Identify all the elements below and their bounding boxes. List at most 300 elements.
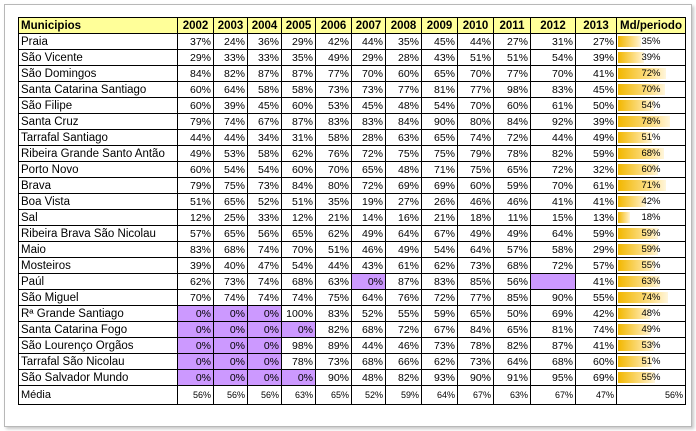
year-value: 60% [576,354,617,370]
year-value: 64% [214,82,248,98]
year-value: 62% [178,274,214,290]
year-value: 98% [282,338,316,354]
year-value: 33% [248,210,282,226]
year-value: 48% [386,162,422,178]
year-value: 75% [214,178,248,194]
year-value: 69% [531,306,576,322]
year-value: 49% [178,146,214,162]
year-value: 80% [458,114,494,130]
year-value: 72% [386,322,422,338]
md-periodo-value: 18% [641,211,661,223]
md-periodo-value: 35% [641,35,661,47]
header-year: 2012 [531,18,576,34]
media-value: 47% [576,386,617,405]
md-periodo-cell [617,226,686,242]
year-value: 83% [422,274,458,290]
table-row [19,226,686,242]
year-value: 44% [352,338,386,354]
year-value: 0% [178,306,214,322]
year-value: 33% [248,50,282,66]
year-value: 95% [531,370,576,386]
year-value: 54% [282,258,316,274]
year-value: 82% [386,370,422,386]
year-value: 41% [576,194,617,210]
year-value: 76% [316,146,352,162]
year-value: 70% [458,98,494,114]
year-value: 57% [494,242,531,258]
year-value: 85% [494,290,531,306]
year-value: 0% [178,370,214,386]
year-value: 27% [386,194,422,210]
year-value: 85% [458,274,494,290]
header-year: 2011 [494,18,531,34]
md-periodo-value: 68% [641,147,661,159]
municipio-name: Praia [19,34,178,50]
year-value: 80% [316,178,352,194]
table-row [19,130,686,146]
year-value: 41% [576,66,617,82]
year-value: 65% [494,322,531,338]
media-label: Média [19,386,178,405]
year-value: 82% [316,322,352,338]
year-value: 0% [248,370,282,386]
year-value: 44% [531,130,576,146]
year-value: 83% [531,82,576,98]
year-value: 60% [282,98,316,114]
year-value: 59% [422,306,458,322]
year-value: 57% [178,226,214,242]
year-value: 0% [214,338,248,354]
year-value: 74% [458,130,494,146]
year-value: 65% [214,226,248,242]
header-year: 2008 [386,18,422,34]
year-value: 68% [282,274,316,290]
year-value: 52% [248,194,282,210]
year-value: 36% [248,34,282,50]
year-value: 87% [282,66,316,82]
md-periodo-bar [618,36,641,47]
year-value: 87% [248,66,282,82]
year-value: 45% [352,98,386,114]
year-value: 69% [422,178,458,194]
year-value: 60% [178,98,214,114]
header-year: 2004 [248,18,282,34]
year-value: 60% [494,98,531,114]
year-value: 12% [178,210,214,226]
md-periodo-cell [617,290,686,306]
md-periodo-value: 55% [641,371,661,383]
municipio-name: Boa Vista [19,194,178,210]
year-value: 84% [494,114,531,130]
year-value: 90% [422,114,458,130]
year-value: 0% [214,306,248,322]
year-value: 56% [494,274,531,290]
year-value: 83% [178,242,214,258]
year-value: 35% [316,194,352,210]
municipio-name: Ribeira Brava São Nicolau [19,226,178,242]
md-periodo-value: 54% [641,99,661,111]
md-periodo-cell [617,306,686,322]
year-value: 60% [178,82,214,98]
year-value: 55% [386,306,422,322]
year-value: 41% [576,338,617,354]
media-value: 56% [178,386,214,405]
year-value: 82% [531,146,576,162]
year-value: 37% [178,34,214,50]
municipio-name: Mosteiros [19,258,178,274]
year-value: 78% [494,146,531,162]
md-periodo-value: 63% [641,275,661,287]
md-periodo-value: 70% [641,83,661,95]
year-value: 72% [352,178,386,194]
year-value: 14% [352,210,386,226]
table-row [19,34,686,50]
municipio-name: Tarrafal Santiago [19,130,178,146]
year-value: 54% [531,50,576,66]
year-value: 26% [422,194,458,210]
md-periodo-value: 72% [641,67,661,79]
year-value: 67% [422,322,458,338]
year-value: 29% [282,34,316,50]
year-value: 46% [386,338,422,354]
media-value: 56% [214,386,248,405]
year-value: 58% [531,242,576,258]
year-value: 74% [248,274,282,290]
municipio-name: Santa Cruz [19,114,178,130]
year-value: 0% [282,370,316,386]
header-year: 2013 [576,18,617,34]
year-value: 72% [422,290,458,306]
table-row [19,162,686,178]
year-value: 73% [352,82,386,98]
header-row [19,18,686,34]
md-periodo-value: 71% [641,179,661,191]
year-value: 70% [316,162,352,178]
year-value: 57% [576,258,617,274]
year-value: 54% [422,242,458,258]
md-periodo-cell [617,66,686,82]
year-value: 74% [248,290,282,306]
year-value: 73% [316,82,352,98]
year-value: 11% [494,210,531,226]
year-value: 43% [422,50,458,66]
year-value: 71% [422,162,458,178]
table-row [19,210,686,226]
year-value: 35% [282,50,316,66]
year-value: 31% [531,34,576,50]
year-value: 44% [214,130,248,146]
year-value: 62% [422,258,458,274]
md-periodo-cell [617,50,686,66]
header-municipios: Municipios [19,18,178,34]
year-value: 87% [386,274,422,290]
year-value: 74% [214,290,248,306]
table-row [19,242,686,258]
year-value: 29% [576,242,617,258]
year-value: 44% [458,34,494,50]
year-value: 75% [316,290,352,306]
year-value: 73% [248,178,282,194]
year-value: 70% [531,66,576,82]
md-periodo-cell [617,274,686,290]
table-frame [4,4,692,427]
year-value: 79% [178,114,214,130]
year-value: 65% [282,226,316,242]
year-value: 48% [352,370,386,386]
year-value: 28% [352,130,386,146]
year-value: 87% [282,114,316,130]
year-value: 39% [178,258,214,274]
year-value: 0% [214,354,248,370]
media-value: 67% [458,386,494,405]
md-periodo-value: 59% [641,243,661,255]
year-value: 77% [386,82,422,98]
table-row [19,82,686,98]
municipio-name: Brava [19,178,178,194]
year-value: 65% [458,306,494,322]
year-value: 44% [352,34,386,50]
year-value: 60% [178,162,214,178]
year-value: 60% [386,66,422,82]
municipio-name: Maio [19,242,178,258]
year-value: 76% [386,290,422,306]
year-value: 93% [422,370,458,386]
year-value [531,274,576,290]
year-value: 84% [282,178,316,194]
year-value: 0% [248,338,282,354]
media-value: 65% [316,386,352,405]
md-periodo-value: 48% [641,307,661,319]
year-value: 45% [576,82,617,98]
md-periodo-cell [617,98,686,114]
table-body [19,34,686,405]
md-periodo-cell [617,34,686,50]
table-row [19,322,686,338]
year-value: 84% [178,66,214,82]
year-value: 29% [352,50,386,66]
year-value: 58% [248,82,282,98]
year-value: 90% [316,370,352,386]
year-value: 27% [494,34,531,50]
year-value: 68% [214,242,248,258]
md-periodo-cell [617,130,686,146]
year-value: 47% [248,258,282,274]
year-value: 0% [248,322,282,338]
md-periodo-cell [617,322,686,338]
year-value: 39% [214,98,248,114]
media-value: 64% [422,386,458,405]
year-value: 78% [282,354,316,370]
year-value: 64% [458,242,494,258]
year-value: 70% [458,66,494,82]
md-periodo-cell [617,210,686,226]
year-value: 27% [576,34,617,50]
year-value: 44% [316,258,352,274]
municipio-name: São Domingos [19,66,178,82]
year-value: 25% [214,210,248,226]
municipio-name: Tarrafal São Nicolau [19,354,178,370]
year-value: 69% [576,370,617,386]
md-periodo-cell [617,82,686,98]
table-row [19,146,686,162]
year-value: 35% [386,34,422,50]
md-periodo-value: 51% [641,131,661,143]
year-value: 65% [422,130,458,146]
md-periodo-value: 51% [641,355,661,367]
year-value: 73% [422,338,458,354]
year-value: 49% [458,226,494,242]
municipios-table [18,17,686,405]
year-value: 21% [422,210,458,226]
md-periodo-value: 55% [641,259,661,271]
municipio-name: Santa Catarina Fogo [19,322,178,338]
media-value: 52% [352,386,386,405]
year-value: 90% [531,290,576,306]
year-value: 82% [494,338,531,354]
header-year: 2007 [352,18,386,34]
year-value: 59% [494,178,531,194]
md-periodo-value: 59% [641,227,661,239]
table-row [19,114,686,130]
year-value: 21% [316,210,352,226]
year-value: 52% [352,306,386,322]
year-value: 63% [386,130,422,146]
year-value: 50% [494,306,531,322]
year-value: 61% [576,178,617,194]
year-value: 15% [531,210,576,226]
table-row [19,50,686,66]
year-value: 62% [282,146,316,162]
year-value: 58% [248,146,282,162]
year-value: 43% [352,258,386,274]
year-value: 81% [531,322,576,338]
municipio-name: Paúl [19,274,178,290]
year-value: 29% [178,50,214,66]
year-value: 75% [386,146,422,162]
table-row [19,290,686,306]
year-value: 45% [248,98,282,114]
municipio-name: São Vicente [19,50,178,66]
year-value: 65% [422,66,458,82]
year-value: 45% [422,34,458,50]
md-periodo-value: 53% [641,339,661,351]
year-value: 54% [248,162,282,178]
year-value: 74% [282,290,316,306]
year-value: 28% [386,50,422,66]
year-value: 68% [352,322,386,338]
header-year: 2003 [214,18,248,34]
year-value: 75% [422,146,458,162]
year-value: 39% [576,114,617,130]
media-value: 59% [386,386,422,405]
year-value: 72% [494,130,531,146]
year-value: 0% [352,274,386,290]
year-value: 19% [352,194,386,210]
year-value: 56% [248,226,282,242]
md-periodo-cell [617,338,686,354]
year-value: 51% [458,50,494,66]
media-value: 63% [494,386,531,405]
year-value: 68% [352,354,386,370]
year-value: 12% [282,210,316,226]
header-year: 2002 [178,18,214,34]
header-year: 2006 [316,18,352,34]
year-value: 77% [458,290,494,306]
media-md-periodo: 56% [617,386,686,405]
header-year: 2005 [282,18,316,34]
municipio-name: Santa Catarina Santiago [19,82,178,98]
year-value: 61% [386,258,422,274]
year-value: 0% [178,354,214,370]
year-value: 70% [282,242,316,258]
year-value: 59% [576,146,617,162]
year-value: 100% [282,306,316,322]
year-value: 63% [316,274,352,290]
year-value: 84% [458,322,494,338]
year-value: 46% [458,194,494,210]
year-value: 72% [531,162,576,178]
year-value: 72% [531,258,576,274]
year-value: 58% [282,82,316,98]
table-row [19,66,686,82]
year-value: 83% [316,306,352,322]
md-periodo-cell [617,354,686,370]
year-value: 59% [576,226,617,242]
year-value: 49% [386,242,422,258]
table-row [19,98,686,114]
year-value: 65% [214,194,248,210]
year-value: 78% [458,338,494,354]
year-value: 98% [494,82,531,98]
year-value: 73% [458,258,494,274]
municipio-name: São Lourenço Orgãos [19,338,178,354]
year-value: 0% [248,306,282,322]
md-periodo-bar [618,212,630,223]
media-row [19,386,686,405]
year-value: 73% [316,354,352,370]
year-value: 0% [282,322,316,338]
year-value: 41% [576,274,617,290]
header-md-periodo: Md/periodo [617,18,686,34]
year-value: 64% [494,354,531,370]
year-value: 69% [386,178,422,194]
year-value: 92% [531,114,576,130]
year-value: 51% [494,50,531,66]
year-value: 51% [316,242,352,258]
md-periodo-cell [617,370,686,386]
year-value: 64% [531,226,576,242]
year-value: 46% [494,194,531,210]
year-value: 13% [576,210,617,226]
year-value: 32% [576,162,617,178]
year-value: 41% [531,194,576,210]
year-value: 70% [352,66,386,82]
table-row [19,306,686,322]
year-value: 33% [214,50,248,66]
md-periodo-cell [617,162,686,178]
year-value: 48% [386,98,422,114]
year-value: 58% [316,130,352,146]
municipio-name: Ribeira Grande Santo Antão [19,146,178,162]
md-periodo-cell [617,242,686,258]
year-value: 34% [248,130,282,146]
year-value: 62% [422,354,458,370]
media-value: 67% [531,386,576,405]
media-value: 63% [282,386,316,405]
year-value: 70% [531,178,576,194]
year-value: 53% [214,146,248,162]
year-value: 0% [214,322,248,338]
